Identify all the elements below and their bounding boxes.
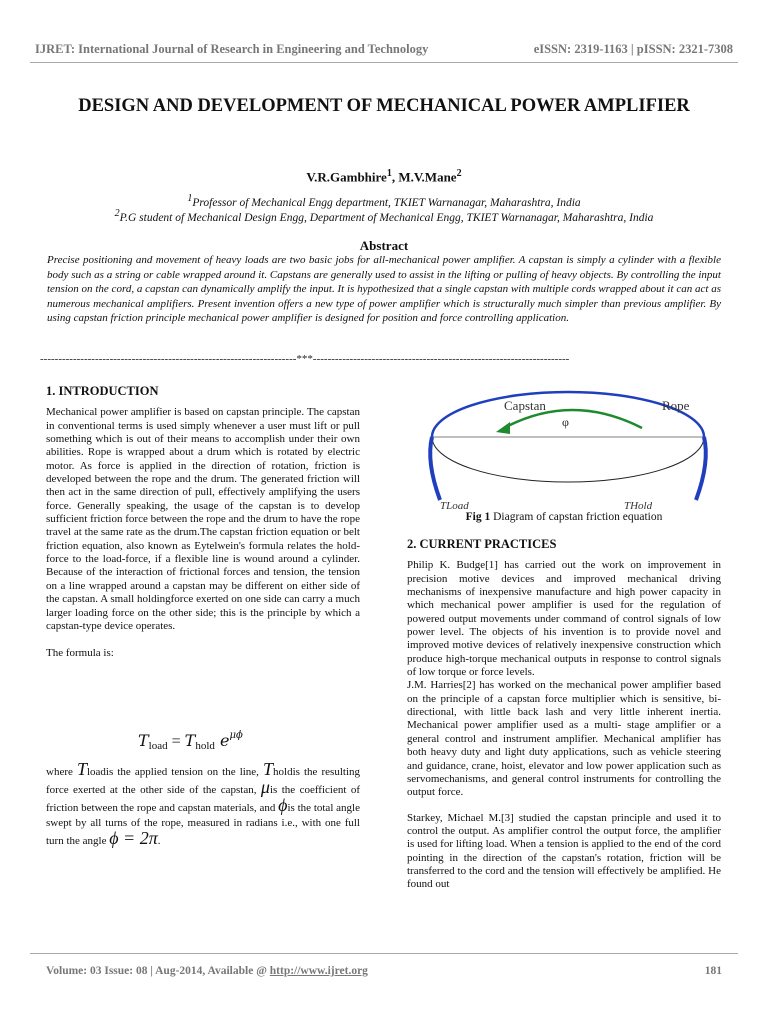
journal-link[interactable]: http://www.ijret.org xyxy=(269,965,368,977)
journal-name: IJRET: International Journal of Research in Engineering and Technology xyxy=(35,42,429,56)
paper-title: DESIGN AND DEVELOPMENT OF MECHANICAL POWER AMPLIFIER xyxy=(78,96,690,116)
figure-caption: Fig 1 Diagram of capstan friction equation xyxy=(465,511,663,523)
budge-paragraph: Philip K. Budge[1] has carried out the work on improvement in precision motive devices and improved mechanical driving mechanisms of inexpensive manufacture and high power capacity in which mechanical power amplifier is used for the regulation of powered output movements under command of control signals of low power level. The objects of his invention is to provide novel and improved motive devices of relatively inexpensive construction which produce high-torque mechanical outputs in response to control signals of low torque or force levels. xyxy=(407,559,721,679)
formula-intro: The formula is: xyxy=(46,647,114,660)
affiliation-2: 2P.G student of Mechanical Design Engg, Department of Mechanical Engg, TKIET Warnanagar, Maharashtra, India xyxy=(114,208,654,224)
header-rule xyxy=(30,62,738,63)
capstan-diagram xyxy=(412,382,724,512)
page-number: 181 xyxy=(704,965,722,977)
harries-paragraph: J.M. Harries[2] has worked on the mechanical power amplifier based on the principle of a capstan force multiplier which is sensitive, bi-directional, with little back lash and very little inherent inertia. Mechanical power amplifier used as a multi- stage amplifier or a general control and instrument amplifier. Mechanical amplifier has both heavy duty and light duty applications, such as vehicle steering and guidance, crane, hoist, elevator and low power application such as servomechanisms, and general control instruments for controlling the output force. xyxy=(407,679,721,799)
thold-label: THold xyxy=(624,500,653,512)
intro-heading: 1. INTRODUCTION xyxy=(46,384,159,398)
author-1: V.R.Gambhire xyxy=(306,169,387,185)
intro-paragraph: Mechanical power amplifier is based on capstan principle. The capstan in conventional terms is used simply whenever a user must lift or pull something which is out of their means to accomplish under their own abilities. Rope is wrapped about a drum which is rotated by electric motor. As force is applied in the direction of rotation, friction is developed between the rope and the drum. The generated friction will then act in the same direction of pull, effectively amplifying the users force. Generally speaking, the usage of the capstan is to develop sufficient friction force between the rope and the drum to have the rope travel at the same rate as the drum.The capstan friction equation or belt friction equation, also known as Eytelwein's formula relates the hold-force to the load-force, if a flexible line is wound around a cylinder. Because of the interaction of frictional forces and tension, the tension on a line wrapped around a capstan may be different on either side of the capstan. A small holdingforce exerted on one side can carry a much larger loading force on the other side; this is the principle by which a capstan-type device operates. xyxy=(46,406,360,632)
capstan-formula: $T_{load} = T_{hold}$ $e^{\mu\phi}$ xyxy=(138,730,243,752)
capstan-label: Capstan xyxy=(504,398,546,413)
affiliation-1: 1Professor of Mechanical Engg department, TKIET Warnanagar, Maharashtra, India xyxy=(187,193,581,209)
authors: V.R.Gambhire$^1$, M.V.Mane$^2$ xyxy=(306,168,462,185)
formula-explanation: where Tloadis the applied tension on the line, Tholdis the resulting force exerted at the other side of the capstan, μis the coefficient of friction between the rope and capstan materials, and ϕis the total angle swept by all turns of the rope, measured in radians i.e., with one full turn the angle ϕ = 2π. xyxy=(46,759,360,848)
phi-label: φ xyxy=(562,415,569,429)
issn: eISSN: 2319-1163 | pISSN: 2321-7308 xyxy=(533,42,733,56)
capstan-bottom-arc xyxy=(432,437,704,482)
current-heading: 2. CURRENT PRACTICES xyxy=(407,537,557,551)
author-2: M.V.Mane xyxy=(398,169,457,185)
abstract-heading: Abstract xyxy=(359,238,409,253)
rotation-arrowhead xyxy=(496,422,510,434)
running-header xyxy=(35,42,733,62)
rope-label: Rope xyxy=(662,398,690,413)
tload-label: TLoad xyxy=(440,500,469,512)
footer-rule xyxy=(30,953,738,954)
starkey-paragraph: Starkey, Michael M.[3] studied the capstan principle and used it to control the output. As amplifier control the output force, the amplifier is used for lifting load. When a tension is applied to the end of the cord pointing in the direction of the capstan's rotation, friction will be transferred to the cord and the tension will effectively be amplified. He found out xyxy=(407,811,721,891)
section-separator: ----------------------------------------------------------------------***---------------------------------------------------------------------- xyxy=(40,353,570,365)
current-practices-section xyxy=(407,538,721,892)
abstract-text: Precise positioning and movement of heavy loads are two basic jobs for all-mechanical power amplifier. A capstan is simply a cylinder with a flexible body such as a string or cable wrapped around it. Capstans are generally used to assist in the lifting or pulling of heavy objects. By controlling the input tension on the cord, a capstan can dynamically amplify the input. It is hypothesized that a single capstan with multiple cords wrapped about it can act as numerous mechanical amplifiers. Present invention offers a new type of power amplifier which is structurally much simpler than previous amplifier. By using capstan friction principle mechanical power amplifier is designed for position and force controlling application. xyxy=(47,254,721,325)
introduction-section xyxy=(46,385,360,661)
